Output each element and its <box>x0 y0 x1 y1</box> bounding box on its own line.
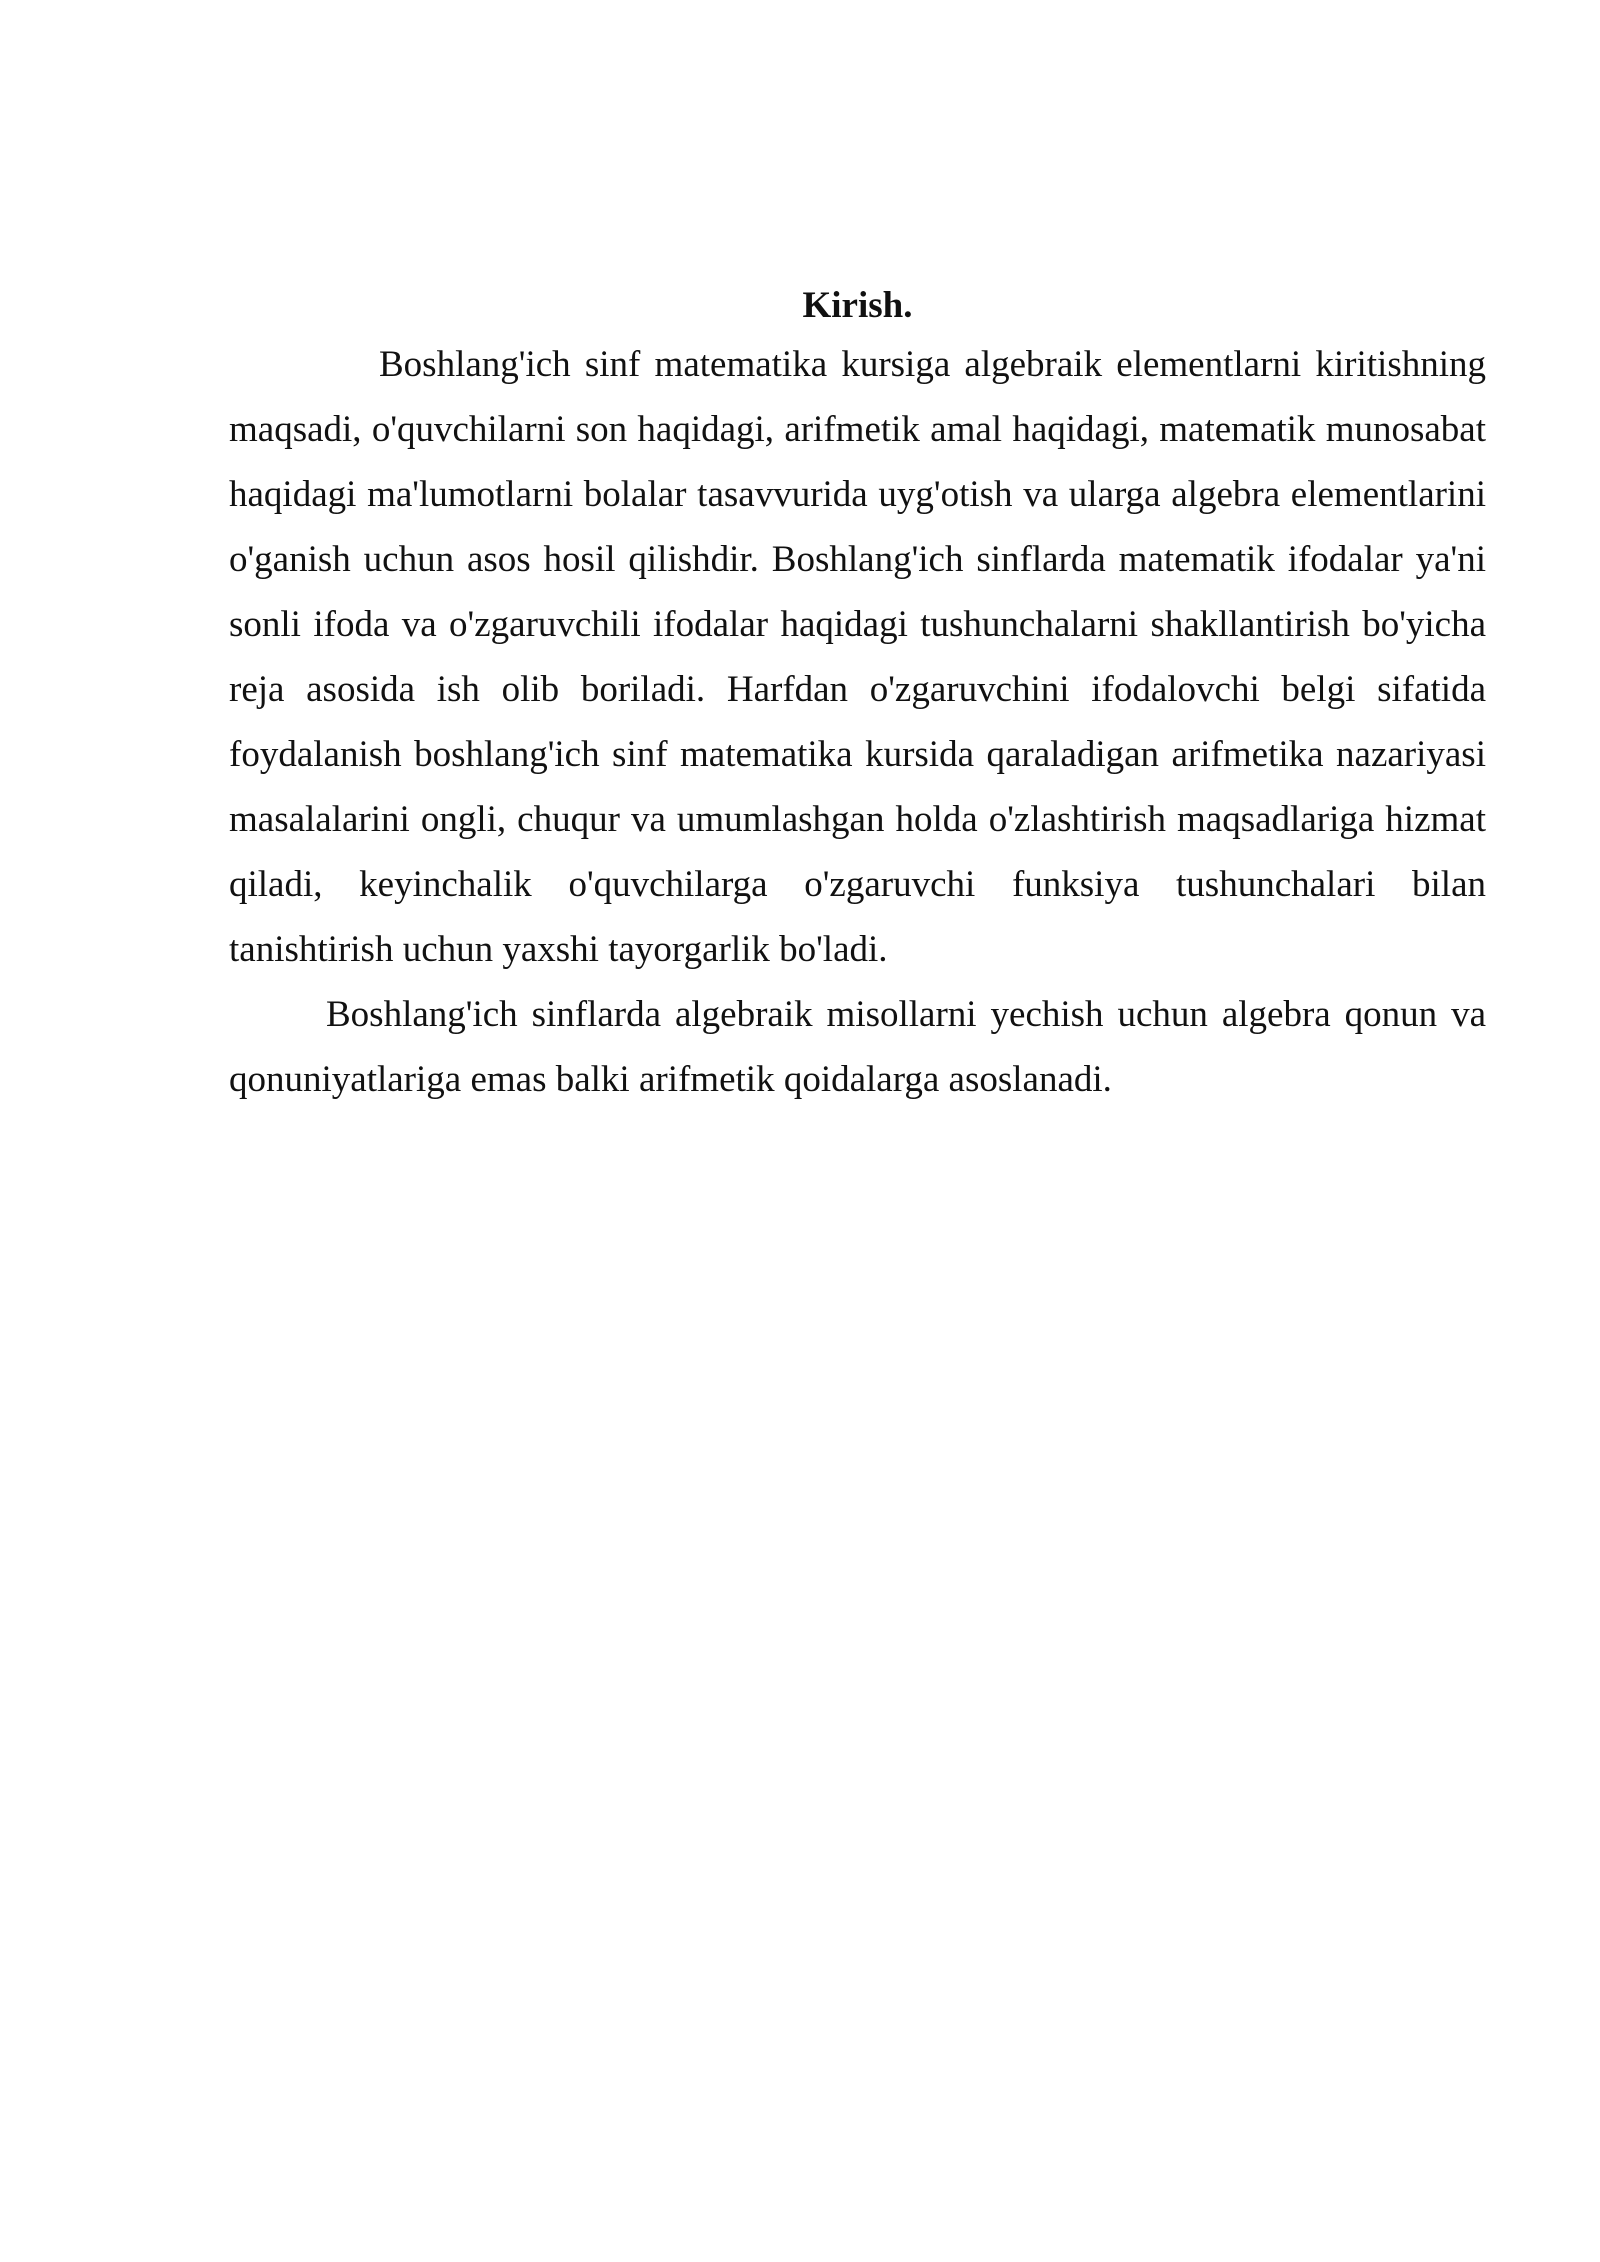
paragraph-intro: Boshlang'ich sinf matematika kursiga algebraik elementlarni kiritishning maqsadi, o'quvchilarni son haqidagi, arifmetik amal haqidagi, matematik munosabat haqidagi ma'lumotlarni bolalar tasavvurida uyg'otish va ularga algebra elementlarini o'ganish uchun asos hosil qilishdir. Boshlang'ich sinflarda matematik ifodalar ya'ni sonli ifoda va o'zgaruvchili ifodalar haqidagi tushunchalarni shakllantirish bo'yicha reja asosida ish olib boriladi. Harfdan o'zgaruvchini ifodalovchi belgi sifatida foydalanish boshlang'ich sinf matematika kursida qaraladigan arifmetika nazariyasi masalalarini ongli, chuqur va umumlashgan holda o'zlashtirish maqsadlariga hizmat qiladi, keyinchalik o'quvchilarga o'zgaruvchi funksiya tushunchalari bilan tanishtirish uchun yaxshi tayorgarlik bo'ladi. <box>229 344 1486 970</box>
paragraph-conclusion: Boshlang'ich sinflarda algebraik misollarni yechish uchun algebra qonun va qonuniyatlariga emas balki arifmetik qoidalarga asoslanadi. <box>229 994 1486 1100</box>
page-title: Kirish. <box>802 285 913 326</box>
document-body <box>229 280 1486 1112</box>
